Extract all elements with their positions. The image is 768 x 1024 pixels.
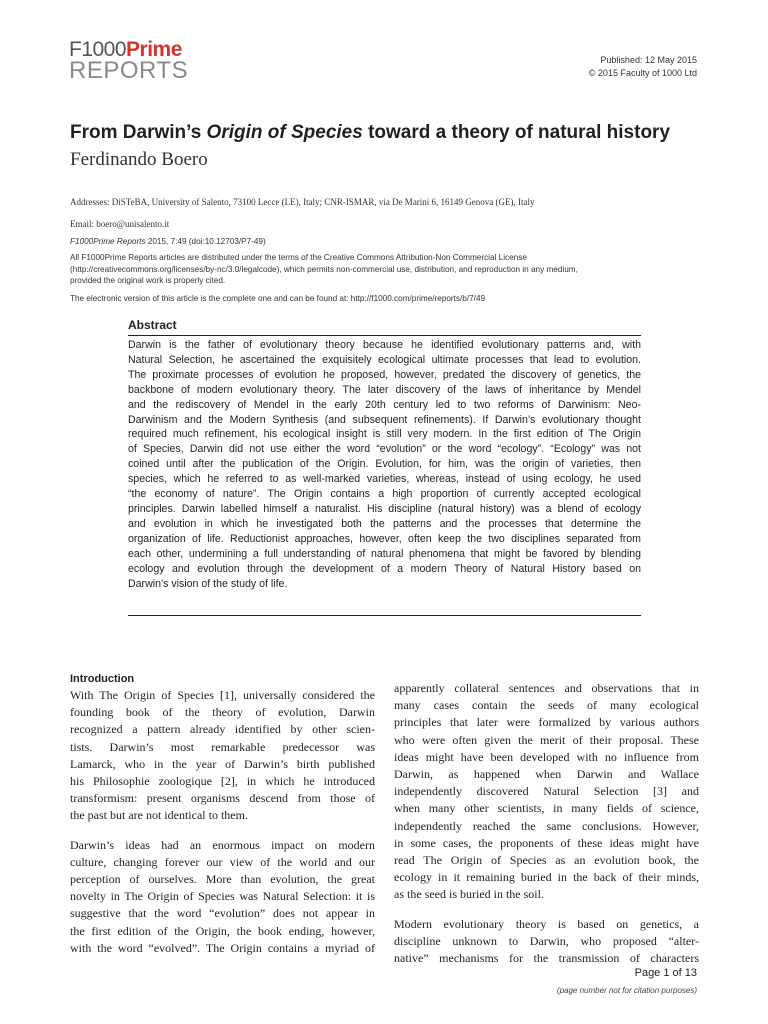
body-line: ecology in it remaining buried in the back of their minds, [394, 870, 699, 885]
body-line: in some cases, the proponents of these ideas might have [394, 835, 699, 850]
abstract-line: Darwinism and the Modern Synthesis (and subsequent refinements). If Darwin’s evolutionary thought [128, 413, 641, 426]
body-line: Darwin, as happened when Darwin and Wallace [394, 767, 699, 782]
body-line: ideas might have been developed with no influence from [394, 749, 699, 764]
license-text [70, 252, 700, 287]
body-line: founding book of the theory of evolution, Darwin [70, 705, 375, 720]
body-line: when many other scientists, in many fields of science, [394, 801, 699, 816]
abstract-line: Darwin’s vision of the study of life. [128, 577, 288, 590]
logo-prime: Prime [126, 38, 182, 61]
body-line: apparently collateral sentences and observations that in [394, 681, 699, 695]
logo-f1000: F1000 [69, 38, 127, 61]
body-line: read The Origin of Species as an evolution book, the [394, 853, 699, 868]
body-line: the first edition of the Origin, the book ending, however, [70, 923, 375, 938]
body-line: suggestive that the word “evolution” does not appear in [70, 906, 375, 921]
body-line: discipline unknown to Darwin, who proposed “alter- [394, 933, 699, 948]
body-line: as the seed is buried in the soil. [394, 887, 544, 902]
author-name: Ferdinando Boero [70, 149, 208, 170]
abstract-line: and the rediscovery of Mendel in the early 20th century led to two reforms of Darwinism: Neo- [128, 398, 641, 411]
abstract-line: species, which he referred to as well-marked varieties, whereas, instead of using ecology, he used [128, 473, 641, 486]
body-line: With The Origin of Species [1], universally considered the [70, 688, 375, 702]
body-line: recognized a pattern already identified by other scien- [70, 722, 375, 737]
body-line: with the word “evolved”. The Origin contains a myriad of [70, 940, 375, 955]
body-line: principles that later were formalized by various authors [394, 715, 699, 730]
title-part-2: Origin of Species [206, 122, 363, 143]
page-number-note: (page number not for citation purposes) [556, 986, 697, 995]
body-line: who were often given the merit of their proposal. These [394, 732, 699, 747]
abstract-line: The proximate processes of evolution he proposed, however, predated the discovery of genetics, the [128, 368, 641, 381]
abstract-line: coined until after the publication of the Origin. Evolution, for him, was the origin of varieties, then [128, 458, 641, 471]
copyright: © 2015 Faculty of 1000 Ltd [588, 68, 697, 78]
body-line: Darwin’s ideas had an enormous impact on modern [70, 837, 375, 852]
body-line: the past but are not identical to them. [70, 808, 248, 823]
logo-reports: REPORTS [69, 57, 189, 84]
body-line: native” mechanisms for the transmission of characters [394, 951, 699, 966]
license-line: All F1000Prime Reports articles are distributed under the terms of the Creative Commons Attribution-Non Commercial License [70, 253, 527, 262]
left-column [70, 673, 375, 957]
publication-info [589, 54, 697, 80]
abstract-line: required much refinement, his ecological insight is still very modern. In the first edition of The Origin [128, 428, 641, 441]
abstract-line: backbone of modern evolutionary theory. The later discovery of the laws of inheritance by Mendel [128, 383, 641, 396]
body-line: culture, changing forever our view of the world and our [70, 854, 375, 869]
abstract-line: Natural Selection, he ascertained the exquisitely ecological ultimate processes that lead to evolution. [128, 353, 641, 366]
abstract-box [128, 316, 641, 616]
body-line: many cases contain the seeds of many ecological [394, 698, 699, 713]
right-column [394, 680, 699, 967]
abstract-line: ecology and evolution through the development of a modern Theory of Natural History based on [128, 562, 641, 575]
abstract-line: each other, undermining a full understanding of natural phenomena that might be favored by blending [128, 547, 641, 560]
published-date: Published: 12 May 2015 [600, 55, 697, 65]
section-heading: Introduction [70, 673, 135, 685]
article-title [70, 121, 710, 145]
citation-rest: 2015, 7:49 (doi:10.12703/P7-49) [145, 237, 266, 246]
license-line: (http://creativecommons.org/licenses/by-nc/3.0/legalcode), which permits non-commercial use, distribution, and reproduction in any medium, [70, 264, 578, 274]
abstract-line: of Species, Darwin did not use either the word “evolution” or the word “ecology”. “Ecology” was not [128, 443, 641, 456]
body-line: Modern evolutionary theory is based on genetics, a [394, 916, 699, 931]
body-line: transformism: present organisms descend from those of [70, 791, 375, 806]
body-line: Lamarck, who in the year of Darwin’s birth published [70, 756, 375, 771]
body-line: his Philosophie zoologique [2], in which he introduced [70, 774, 375, 789]
abstract-line: organization of life. Reductionist approaches, however, often keep the two disciplines separated from [128, 532, 641, 545]
page-number: Page 1 of 13 [634, 967, 697, 979]
abstract-line: “the economy of nature”. The Origin contains a high proportion of currently accepted ecological [128, 488, 641, 501]
title-part-3: toward a theory of natural history [362, 122, 671, 143]
body-line: tists. Darwin’s most remarkable predecessor was [70, 739, 375, 754]
title-part-1: From Darwin’s [70, 122, 207, 143]
email: Email: boero@unisalento.it [70, 219, 170, 229]
license-line: provided the original work is properly cited. [70, 276, 226, 286]
body-line: perception of ourselves. More than evolution, the great [70, 872, 375, 887]
addresses: Addresses: DiSTeBA, University of Salento, 73100 Lecce (LE), Italy; CNR-ISMAR, via De Marini 6, 16149 Genova (GE), Italy [70, 197, 535, 207]
body-line: independently reached the same conclusions. However, [394, 818, 699, 833]
abstract-line: principles. Darwin labelled himself a naturalist. His discipline (natural history) was a blend of ecology [128, 502, 641, 515]
abstract-title: Abstract [128, 316, 641, 336]
citation-journal: F1000Prime Reports [70, 237, 146, 246]
journal-logo [69, 40, 188, 82]
abstract-line: and evolution in which he investigated both the patterns and the processes that determine the [128, 517, 641, 530]
body-line: independently discovered Natural Selection [3] and [394, 784, 699, 799]
citation [70, 236, 700, 248]
abstract-line: Darwin is the father of evolutionary theory because he identified evolutionary patterns and, with [128, 339, 641, 351]
body-line: novelty in The Origin of Species was Natural Selection: it is [70, 889, 375, 904]
electronic-version-note: The electronic version of this article is the complete one and can be found at: http://f1000.com/prime/reports/b/7/49 [70, 294, 486, 303]
